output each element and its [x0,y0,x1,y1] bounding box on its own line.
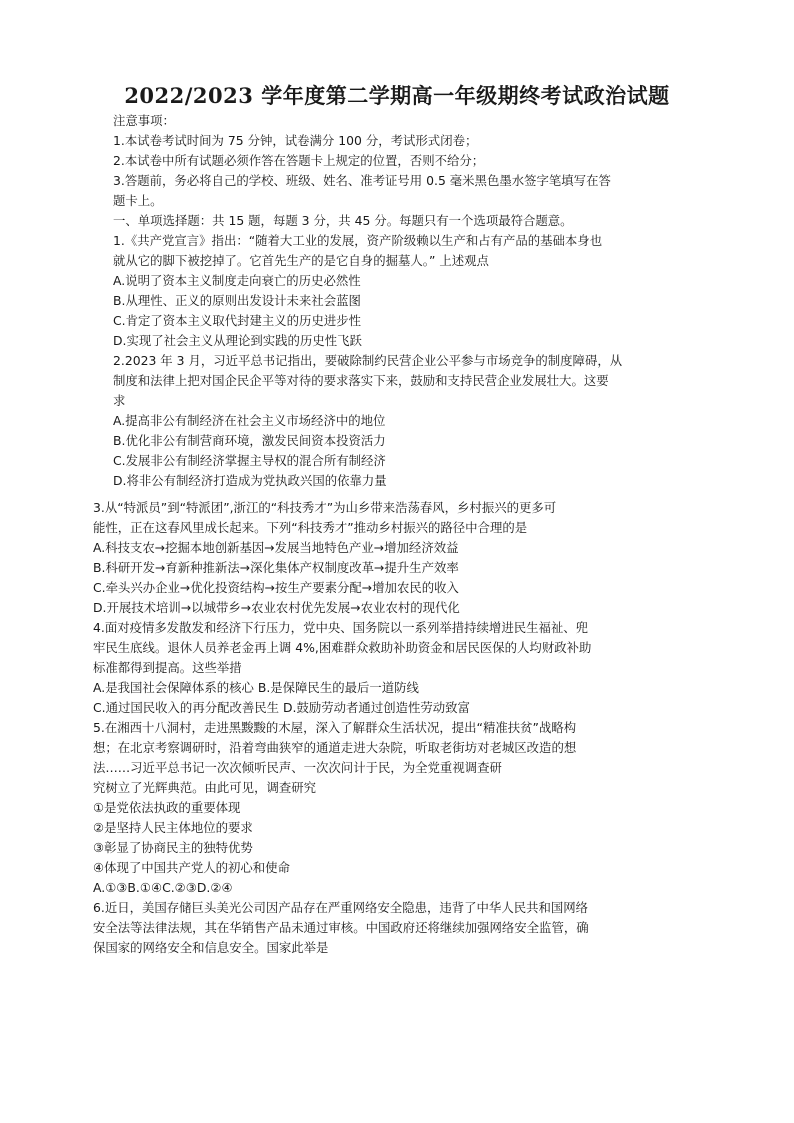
questions-3-6 [93,498,693,958]
text-line: B.科研开发→育新种推新法→深化集体产权制度改革→提升生产效率 [93,560,459,575]
text-line: 安全法等法律法规，其在华销售产品未通过审核。中国政府还将继续加强网络安全监管，确 [93,920,589,935]
text-line: 6.近日，美国存储巨头美光公司因产品存在严重网络安全隐患，违背了中华人民共和国网络 [93,900,589,915]
text-line: A.①③B.①④C.②③D.②④ [93,880,233,895]
text-line: 2.本试卷中所有试题必须作答在答题卡上规定的位置，否则不给分； [113,153,485,168]
text-line: D.实现了社会主义从理论到实践的历史性飞跃 [113,333,362,348]
text-line: C.肯定了资本主义取代封建主义的历史进步性 [113,313,362,328]
text-line: 注意事项： [113,113,175,128]
text-line: 2.2023 年 3 月，习近平总书记指出，要破除制约民营企业公平参与市场竞争的制度障碍，从 [113,353,623,368]
text-line: 求 [113,393,126,408]
text-line: 牢民生底线。退休人员养老金再上调 4%,困难群众救助补助资金和居民医保的人均财政补助 [93,640,592,655]
text-line: 法……习近平总书记一次次倾听民声、一次次问计于民，为全党重视调查研 [93,760,502,775]
text-line: ②是坚持人民主体地位的要求 [93,820,253,835]
text-line: 4.面对疫情多发散发和经济下行压力，党中央、国务院以一系列举措持续增进民生福祉、兜 [93,620,589,635]
text-line: 5.在湘西十八洞村，走进黑黢黢的木屋，深入了解群众生活状况，提出“精准扶贫”战略构 [93,720,577,735]
text-line: C.通过国民收入的再分配改善民生 D.鼓励劳动者通过创造性劳动致富 [93,700,470,715]
text-line: 一、单项选择题：共 15 题，每题 3 分，共 45 分。每题只有一个选项最符合题意。 [113,213,573,228]
text-line: 就从它的脚下被挖掉了。它首先生产的是它自身的掘墓人。” 上述观点 [113,253,489,268]
text-line: ③彰显了协商民主的独特优势 [93,840,253,855]
text-line: ①是党依法执政的重要体现 [93,800,241,815]
text-line: 究树立了光辉典范。由此可见，调查研究 [93,780,317,795]
text-line: 1.本试卷考试时间为 75 分钟，试卷满分 100 分，考试形式闭卷； [113,133,478,148]
text-line: C.牵头兴办企业→优化投资结构→按生产要素分配→增加农民的收入 [93,580,459,595]
text-line: D.开展技术培训→以城带乡→农业农村优先发展→农业农村的现代化 [93,600,460,615]
text-line: 题卡上。 [113,193,163,208]
text-line: 能性，正在这春风里成长起来。下列“科技秀才”推动乡村振兴的路径中合理的是 [93,520,528,535]
text-line: 1.《共产党宣言》指出：“随着大工业的发展，资产阶级赖以生产和占有产品的基础本身也 [113,233,603,248]
text-line: A.是我国社会保障体系的核心 B.是保障民生的最后一道防线 [93,680,419,695]
text-line: ④体现了中国共产党人的初心和使命 [93,860,290,875]
text-line: B.从理性、正义的原则出发设计未来社会蓝图 [113,293,361,308]
text-line: 想；在北京考察调研时，沿着弯曲狭窄的通道走进大杂院，听取老街坊对老城区改造的想 [93,740,577,755]
text-line: A.科技支农→挖掘本地创新基因→发展当地特色产业→增加经济效益 [93,540,459,555]
text-line: A.提高非公有制经济在社会主义市场经济中的地位 [113,413,386,428]
text-line: A.说明了资本主义制度走向衰亡的历史必然性 [113,273,361,288]
text-line: 标准都得到提高。这些举措 [93,660,242,675]
notes-and-questions-1-2 [93,111,693,491]
text-line: B.优化非公有制营商环境，激发民间资本投资活力 [113,433,386,448]
exam-title: 2022/2023 学年度第二学期高一年级期终考试政治试题 [124,83,670,108]
text-line: 制度和法律上把对国企民企平等对待的要求落实下来，鼓励和支持民营企业发展壮大。这要 [113,373,609,388]
text-line: C.发展非公有制经济掌握主导权的混合所有制经济 [113,453,386,468]
text-line: 3.从“特派员”到“特派团”,浙江的“科技秀才”为山乡带来浩荡春风，乡村振兴的更多可 [93,500,557,515]
text-line: 3.答题前，务必将自己的学校、班级、姓名、准考证号用 0.5 毫米黑色墨水签字笔填写在答 [113,173,611,188]
text-line: D.将非公有制经济打造成为党执政兴国的依靠力量 [113,473,387,488]
text-line: 保国家的网络安全和信息安全。国家此举是 [93,940,329,955]
